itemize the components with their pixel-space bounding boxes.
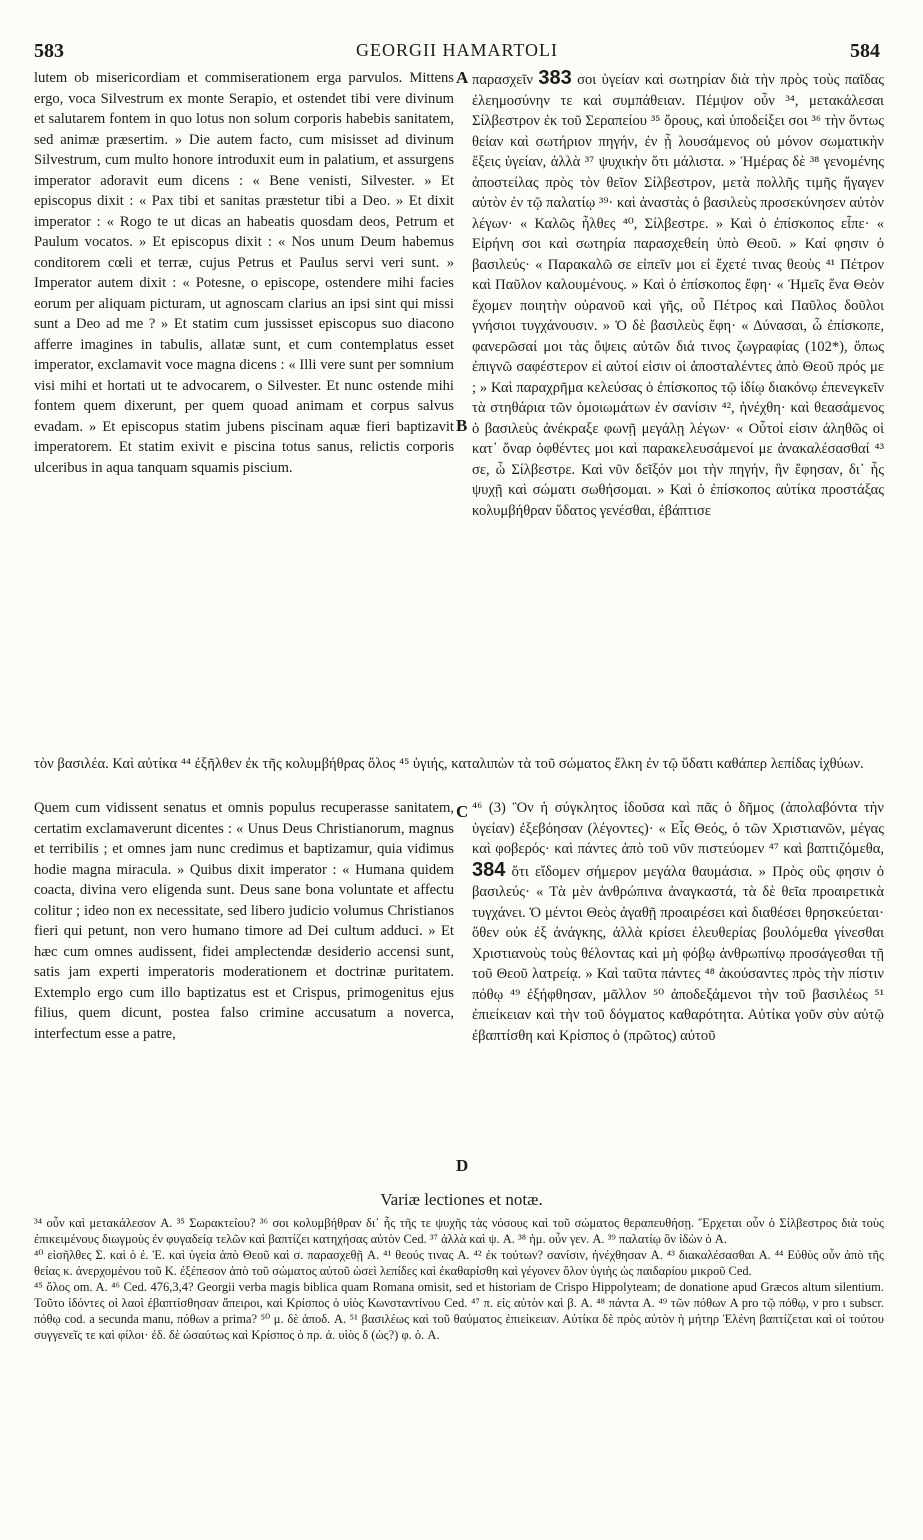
page-header bbox=[34, 40, 880, 66]
greek-column-bottom bbox=[472, 798, 884, 1046]
greek-page-mark-384: 384 bbox=[472, 858, 506, 881]
greek-spanning-line: τὸν βασιλέα. Καὶ αὐτίκα ⁴⁴ ἐξῆλθεν ἐκ τῆς κολυμβήθρας ὅλος ⁴⁵ ὑγιής, καταλιπὼν τὰ τοῦ σώματος ἕλκη ἐν τῷ ὕδατι καθάπερ λεπίδας ἰχθύων. bbox=[34, 756, 864, 772]
note-paragraph: ³⁴ οὖν καὶ μετακάλεσον A. ³⁵ Σωρακτείου? ³⁶ σοι κολυμβήθραν δι᾽ ἧς τῆς τε ψυχῆς τὰς νόσους καὶ τοῦ σώματος θεραπευθήσῃ. Ἔρχεται οὖν ὁ Σίλβεστρος διὰ τοὺς ἐπικειμένους διωγμοὺς ἐν φυγαδείᾳ τελῶν καὶ βαπτίζει κατηχήσας αὐτὸν Ced. ³⁷ ἀλλὰ καὶ ψ. A. ³⁸ ἡμ. οὖν γεν. A. ³⁹ παλατίῳ ὃν ἰδὼν ὁ A. bbox=[34, 1216, 884, 1246]
margin-letter-b: B bbox=[456, 416, 468, 435]
latin-text-top: lutem ob misericordiam et commiserationem erga parvulos. Mittens ergo, voca Silvestrum ex monte Serapio, et ostendet tibi vere divinum et salutarem fontem in quo lotus non solum corporis habebis sanitatem, sed animæ præsertim. » Die autem facto, cum misisset ad divinum Silvestrum, cum multo honore introduxit eum in palatium, et assurgens imperator adoravit eum dicens : « Bene venisti, Silvester. » Et episcopus dixit : « Pax tibi et sanitas præstetur tibi a Deo. » Et dixit imperator : « Rogo te ut dicas an habeatis quosdam deos, Petrum et Paulum vocatos. » Et episcopus dixit : « Nos unum Deum habemus conditorem cœli et terræ, cujus Petrus et Paulus servi veri sunt. » Imperator autem dixit : « Potesne, o episcope, ostendere mihi facies eorum per aliquam picturam, ut agnoscam clarius an ipsi sint qui missi sunt a Deo ad me ? » Et statim cum jussisset episcopus suo diacono afferre imagines in tabulis, allatæ sunt, et cum contemplatus esset imperator, exclamavit voce magna dicens : « Illi vere sunt per somnium visi mihi et hortati ut te advocarem, o Silvester. Et nunc ostende mihi fontem quem dixerunt, per quem quoad animam et corpus salvus evadam. » Et episcopus statim jubens piscinam aquæ fieri baptizavit imperatorem. Et statim exivit e piscina totus sanus, relictis corporis ulceribus in aqua tanquam squamis piscium. bbox=[34, 70, 454, 476]
greek-text-bottom-lead: ⁴⁶ (3) Ὃν ἡ σύγκλητος ἰδοῦσα καὶ πᾶς ὁ δῆμος (ἀπολαβόντα τὴν ὑγείαν) ἐξεβόησαν (λέγοντες)· « Εἷς Θεός, ὁ τῶν Χριστιανῶν, μέγας καὶ φοβερός· καὶ πάντες ἀπὸ τοῦ νῦν πιστεύομεν ⁴⁷ καὶ βαπτιζόμεθα, bbox=[472, 800, 884, 857]
greek-text-bottom-body: ὅτι εἴδομεν σήμερον μεγάλα θαυμάσια. » Πρὸς οὓς φησιν ὁ βασιλεύς· « Τὰ μὲν ἀνθρώπινα ἀναγκαστά, τὰ δὲ θεῖα προαιρετικὰ τυγχάνει. Ὁ μέντοι Θεὸς ἀγαθῇ προαιρέσει καὶ διαθέσει θρησκεύεται· ὅθεν οὐκ ἐξ ἀνάγκης, ἀλλὰ κρίσει ἐλευθερίας βουλόμεθα γίνεσθαι Χριστιανοὺς τοὺς θέλοντας καὶ μὴ φόβῳ ἀνθρωπίνῳ προσάγεσθαι τῇ τοῦ Θεοῦ λατρείᾳ. » Καὶ ταῦτα πάντες ⁴⁸ ἀκούσαντες πρὸς τὴν πίστιν πόθῳ ⁴⁹ ἐξήφθησαν, μᾶλλον ⁵⁰ ἀποδεξάμενοι τὴν τοῦ βασιλέως ⁵¹ ἐπιείκειαν καὶ τὴν τοῦ δόγματος καθαρότητα. Αὐτίκα γοῦν σὺν αὐτῷ ἐβαπτίσθη καὶ Κρίσπος ὁ (πρῶτος) αὐτοῦ bbox=[472, 863, 884, 1044]
page-number-left: 583 bbox=[34, 40, 64, 62]
note-paragraph: ⁴⁵ ὅλος om. A. ⁴⁶ Ced. 476,3,4? Georgii verba magis biblica quam Romana omisit, sed et historiam de Crispo Hippolyteam; de donatione apud Græcos altum silentium. Τοῦτο ἰδόντες οἱ λαοὶ ἐβαπτίσθησαν ἄπειροι, καὶ Κρίσπος ὁ υἱὸς Κωνσταντίνου Ced. ⁴⁷ π. εἰς αὐτὸν καὶ β. A. ⁴⁸ πάντα A. ⁴⁹ τῶν πόθων A pro τῷ πόθῳ, ν pro ι subscr. πόθῳ cod. a secunda manu, πόθων a prima? ⁵⁰ μ. δὲ ἀποδ. A. ⁵¹ βασιλέως καὶ τοῦ θαύματος ἐπιείκειαν. Αὐτίκα δὲ πρὸς αὐτὸν ἡ μήτηρ Ἑλένη βαπτίζεται καὶ οἱ τούτου συγγενεῖς τε καὶ φίλοι· ἐδ. δὲ ὡσαύτως καὶ Κρίσπος ὁ πρ. ἀ. υἱὸς δ (ὡς?) φ. ὁ. A. bbox=[34, 1280, 884, 1342]
notes-heading: Variæ lectiones et notæ. bbox=[380, 1190, 543, 1209]
page-number-right: 584 bbox=[850, 40, 880, 62]
critical-notes bbox=[34, 1215, 884, 1343]
greek-text-top-body: σοι ὑγείαν καὶ σωτηρίαν διὰ τὴν πρὸς τοὺς παῖδας ἐλεημοσύνην τε καὶ συμπάθειαν. Πέμψον οὖν ³⁴, μετακάλεσαι Σίλβεστρον ἐκ τοῦ Σεραπείου ³⁵ ὄρους, καὶ ὑποδείξει σοι ³⁶ τὴν ὄντως θείαν καὶ σωτήριον πηγήν, ἐν ᾗ λουσάμενος οὐ μόνον σωματικὴν ἕξεις ὑγείαν, ἀλλὰ ³⁷ ψυχικὴν ὅτι μάλιστα. » Ἡμέρας δὲ ³⁸ γενομένης ἀποστείλας πρὸς τὸν θεῖον Σίλβεστρον, μετὰ πολλῆς τιμῆς ἤγαγεν αὐτὸν ἐν τῷ παλατίῳ ³⁹· καὶ ἀναστὰς ὁ βασιλεὺς προσεκύνησεν αὐτὸν λέγων· « Καλῶς ἦλθες ⁴⁰, Σίλβεστρε. » Καὶ ὁ ἐπίσκοπος εἶπε· « Εἰρήνη σοι καὶ σωτηρία παρασχεθείη ὑπὸ Θεοῦ. » Καί φησιν ὁ βασιλεύς· « Παρακαλῶ σε εἰπεῖν μοι εἰ ἔχετέ τινας θεοὺς ⁴¹ Πέτρον καὶ Παῦλον καλουμένους. » Καὶ ὁ ἐπίσκοπος ἔφη· « Ἡμεῖς ἕνα Θεὸν ἔχομεν ποιητὴν οὐρανοῦ καὶ γῆς, οὗ Πέτρος καὶ Παῦλος δοῦλοι γνήσιοι τυγχάνουσιν. » Ὁ δὲ βασιλεὺς ἔφη· « Δύνασαι, ὦ ἐπίσκοπε, φανερῶσαί μοι τὰς ὄψεις αὐτῶν διά τινος ζωγραφίας (102*), ὅπως ἐπιγνῶ σαφέστερον εἰ αὐτοί εἰσιν οἱ ἀποσταλέντες ἀπὸ Θεοῦ πρός με ; » Καὶ παραχρῆμα κελεύσας ὁ ἐπίσκοπος τῷ ἰδίῳ διακόνῳ ἐπενεγκεῖν τὰ στηθάρια τῶν ὁμοιωμάτων ἐν σανίσιν ⁴², ἠνέχθη· καὶ θεασάμενος ὁ βασιλεὺς ἀνέκραξε φωνῇ μεγάλῃ λέγων· « Οὗτοί εἰσιν ἀληθῶς οἱ κατ᾽ ὄναρ ὀφθέντες μοι καὶ παρακελευσάμενοί με ἀνακαλέσασθαί ⁴³ σε, ὦ Σίλβεστρε. Καὶ νῦν δεῖξόν μοι τὴν πηγήν, ἣν ἔφησαν, δι᾽ ἧς ψυχῇ καὶ σώματι σωθήσομαι. » Καὶ ὁ ἐπίσκοπος αὐτίκα προστάξας κολυμβήθραν ὕδατος γενέσθαι, ἐβάπτισε bbox=[472, 72, 885, 519]
greek-page-mark-383: 383 bbox=[538, 67, 572, 89]
note-paragraph: ⁴⁰ εἰσῆλθες Σ. καὶ ὁ ἐ. Ἐ. καὶ ὑγεία ἀπὸ Θεοῦ καὶ σ. παρασχεθῇ A. ⁴¹ θεούς τινας A. ⁴² ἐκ τούτων? σανίσιν, ἠνέχθησαν A. ⁴³ διακαλέσασθαι A. ⁴⁴ Εὐθὺς οὖν ἀπὸ τῆς θείας κ. ἀνερχομένου τοῦ K. ἐξέπεσον ἀπὸ τοῦ σώματος αὐτοῦ ὡσεὶ λεπίδες καὶ ἐκαθαρίσθη καὶ γέγονεν ὅλον ὑγιὴς ὡς παιδαρίου μικροῦ Ced. bbox=[34, 1248, 884, 1278]
margin-letter-a: A bbox=[456, 68, 469, 87]
greek-column-top bbox=[472, 68, 884, 521]
greek-text-bottom bbox=[472, 798, 884, 1046]
greek-text-top bbox=[472, 68, 884, 521]
running-title: GEORGII HAMARTOLI bbox=[355, 40, 559, 60]
greek-text-top-lead: παρασχεῖν bbox=[472, 72, 533, 88]
margin-letter-c: C bbox=[456, 802, 469, 821]
latin-column-bottom bbox=[34, 798, 454, 1044]
latin-column-top bbox=[34, 68, 454, 478]
margin-letter-d: D bbox=[456, 1156, 469, 1175]
latin-text-bottom: Quem cum vidissent senatus et omnis populus recuperasse sanitatem, certatim exclamaverunt dicentes : « Unus Deus Christianorum, magnus et terribilis ; et omnes jam nunc credimus et baptizamur, quia vidimus hodie magna miracula. » Quibus dixit imperator : « Humana quidem coacta, divina vero eligenda sunt. Deus sane bona voluntate et affectu colitur ; ideo non ex necessitate, sed libero judicio volumus Christianos fieri qui petunt, non vero humano timore ad Dei cultum adduci. » Et hæc cum omnes audissent, fidei amplectendæ desiderio accensi sunt, satis jam experti imperatoris moderationem et doctrinæ puritatem. Extemplo ergo cum illo baptizatus est et Crispus, primogenitus ejus filius, quem dicunt, postea falso crimine accusatum a noverca, interfectum esse a patre, bbox=[34, 800, 454, 1042]
